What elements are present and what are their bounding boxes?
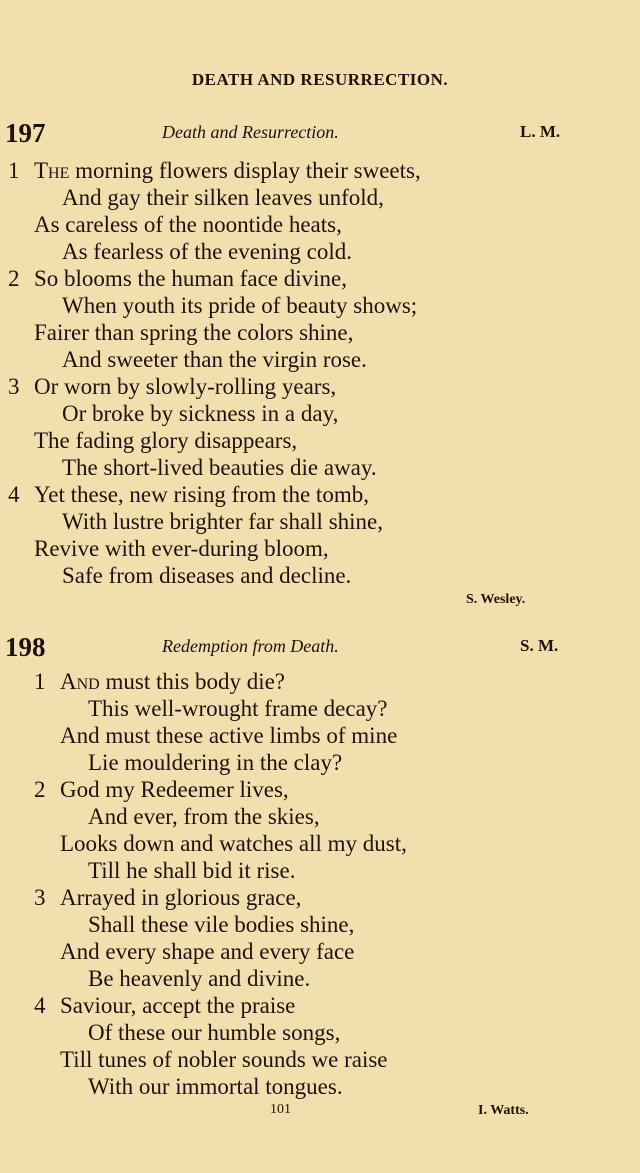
running-head: DEATH AND RESURRECTION.	[191, 70, 449, 89]
verse-line: Shall these vile bodies shine,	[88, 912, 355, 937]
verse-line-text: Arrayed in glorious grace,	[60, 885, 302, 910]
verse-line-text: God my Redeemer lives,	[60, 777, 289, 802]
verse-line	[34, 992, 295, 1019]
verse-line-text: Yet these, new rising from the tomb,	[34, 482, 369, 507]
verse-line: When youth its pride of beauty shows;	[62, 293, 418, 318]
hymn-author: I. Watts.	[478, 1103, 529, 1118]
verse-initial-word: And	[60, 669, 100, 694]
verse-line-text: morning flowers display their sweets,	[75, 158, 421, 183]
verse-line	[8, 265, 347, 292]
verse-line	[34, 884, 301, 911]
verse-line-text: must this body die?	[105, 669, 286, 694]
verse-number: 4	[34, 993, 46, 1018]
verse-line: This well-wrought frame decay?	[88, 696, 388, 721]
verse-line: Fairer than spring the colors shine,	[34, 320, 354, 345]
verse-line	[8, 481, 369, 508]
verse-line: Revive with ever-during bloom,	[34, 536, 329, 561]
page-number: 101	[270, 1102, 291, 1117]
hymn-meter: S. M.	[520, 636, 559, 655]
hymn-header	[0, 118, 640, 148]
verse-line: And must these active limbs of mine	[60, 723, 398, 748]
verse-line: And gay their silken leaves unfold,	[62, 185, 384, 210]
verse-line: And sweeter than the virgin rose.	[62, 347, 367, 372]
verse-line	[34, 776, 289, 803]
verse-line: Looks down and watches all my dust,	[60, 831, 407, 856]
verse-line: Safe from diseases and decline.	[62, 563, 352, 588]
verse-number: 2	[8, 266, 20, 291]
hymn-number: 198	[5, 632, 46, 662]
verse-line-text: So blooms the human face divine,	[34, 266, 347, 291]
verse-number: 2	[34, 777, 46, 802]
verse-number: 4	[8, 482, 20, 507]
hymn-author: S. Wesley.	[466, 592, 526, 607]
verse-line: With lustre brighter far shall shine,	[62, 509, 383, 534]
hymn-meter: L. M.	[520, 122, 561, 141]
verse-line: As careless of the noontide heats,	[34, 212, 342, 237]
verse-line	[8, 373, 336, 400]
verse-line: Lie mouldering in the clay?	[88, 750, 343, 775]
verse-line: The short-lived beauties die away.	[62, 455, 377, 480]
hymn-header	[0, 632, 640, 662]
verse-number: 1	[8, 158, 20, 183]
verse-number: 3	[34, 885, 46, 910]
verse-line-text: Saviour, accept the praise	[60, 993, 296, 1018]
verse-line: And ever, from the skies,	[88, 804, 320, 829]
hymn-title: Redemption from Death.	[162, 636, 339, 656]
verse-line: As fearless of the evening cold.	[62, 239, 352, 264]
verse-line: Till he shall bid it rise.	[88, 858, 296, 883]
hymn-number: 197	[5, 118, 46, 148]
verse-line: With our immortal tongues.	[88, 1074, 343, 1099]
verse-line: Till tunes of nobler sounds we raise	[60, 1047, 388, 1072]
verse-number: 3	[8, 374, 20, 399]
verse-line: Or broke by sickness in a day,	[62, 401, 339, 426]
verse-line: Of these our humble songs,	[88, 1020, 341, 1045]
verse-line: The fading glory disappears,	[34, 428, 298, 453]
verse-number: 1	[34, 669, 46, 694]
verse-line: And every shape and every face	[60, 939, 355, 964]
verse-line	[8, 157, 421, 184]
hymn-title: Death and Resurrection.	[162, 122, 339, 142]
verse-line-text: Or worn by slowly-rolling years,	[34, 374, 337, 399]
verse-line	[34, 668, 285, 695]
verse-line: Be heavenly and divine.	[88, 966, 311, 991]
verse-initial-word: The	[34, 158, 70, 183]
